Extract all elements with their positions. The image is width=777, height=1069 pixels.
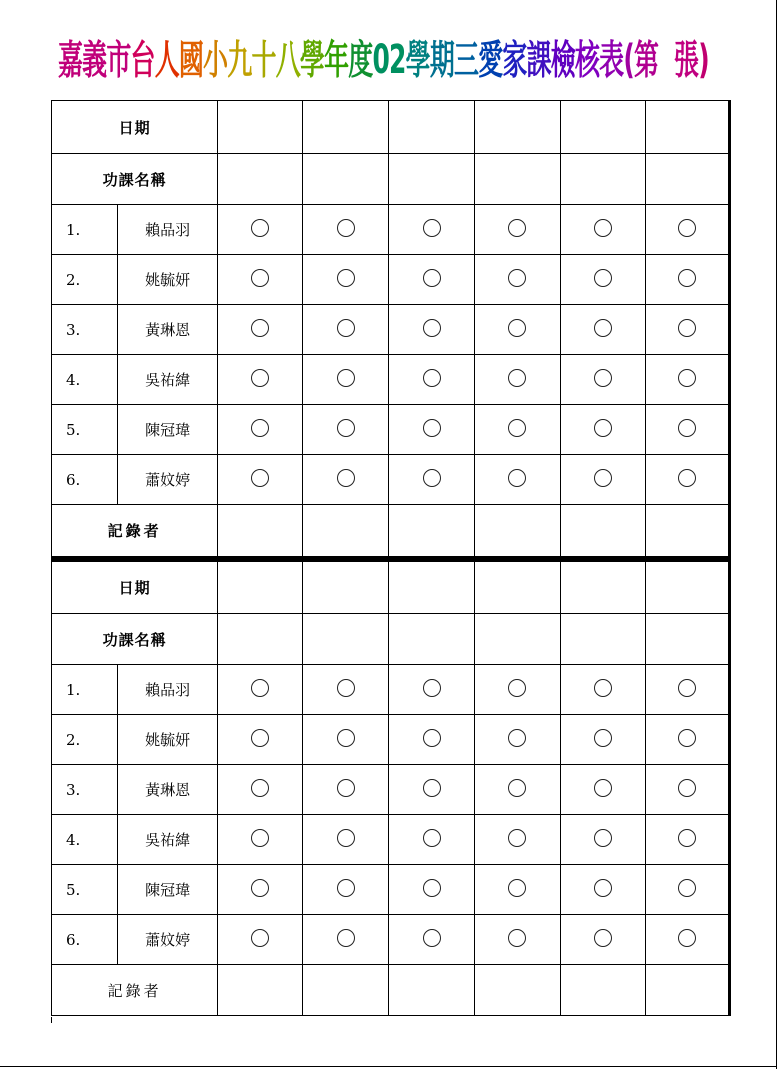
homework-cell: [218, 154, 303, 205]
check-circle-icon[interactable]: [337, 369, 355, 387]
check-circle-icon[interactable]: [508, 219, 526, 237]
check-circle-icon[interactable]: [337, 829, 355, 847]
date-cell: [218, 101, 303, 154]
check-cell[interactable]: [218, 305, 303, 355]
title-segment: 人: [154, 35, 179, 84]
title-segment: 檢: [550, 35, 575, 84]
student-row: [52, 815, 730, 865]
check-circle-icon[interactable]: [678, 779, 696, 797]
check-cell[interactable]: [645, 815, 729, 865]
homework-row: [52, 154, 730, 205]
check-cell[interactable]: [389, 455, 474, 505]
date-cell: [389, 562, 474, 614]
check-circle-icon[interactable]: [423, 679, 441, 697]
check-cell[interactable]: [303, 255, 389, 305]
check-cell[interactable]: [560, 355, 645, 405]
check-circle-icon[interactable]: [508, 419, 526, 437]
title-segment: 台: [130, 35, 155, 84]
check-cell[interactable]: [389, 915, 474, 965]
student-number: 5.: [52, 405, 118, 455]
check-cell[interactable]: [389, 405, 474, 455]
check-cell[interactable]: [474, 205, 560, 255]
title-segment: 小: [203, 35, 228, 84]
homework-label: 功課名稱: [52, 154, 218, 205]
check-cell[interactable]: [560, 255, 645, 305]
check-cell[interactable]: [474, 305, 560, 355]
student-number: 1.: [52, 205, 118, 255]
student-name: 蕭妏婷: [118, 915, 218, 965]
check-circle-icon[interactable]: [251, 369, 269, 387]
check-cell[interactable]: [645, 865, 729, 915]
student-number: 4.: [52, 355, 118, 405]
student-row: [52, 305, 730, 355]
check-circle-icon[interactable]: [251, 829, 269, 847]
check-circle-icon[interactable]: [337, 419, 355, 437]
check-cell[interactable]: [560, 865, 645, 915]
check-circle-icon[interactable]: [594, 829, 612, 847]
check-cell[interactable]: [645, 305, 729, 355]
check-cell[interactable]: [303, 205, 389, 255]
title-segment: 八: [275, 35, 300, 84]
table-left-tail: [51, 1017, 52, 1023]
check-circle-icon[interactable]: [508, 929, 526, 947]
homework-cell: [218, 614, 303, 665]
check-cell[interactable]: [218, 665, 303, 715]
check-circle-icon[interactable]: [678, 879, 696, 897]
check-cell[interactable]: [474, 665, 560, 715]
student-row: [52, 455, 730, 505]
date-cell: [474, 562, 560, 614]
check-circle-icon[interactable]: [678, 679, 696, 697]
title-segment: 02: [372, 35, 406, 83]
student-row: [52, 355, 730, 405]
title-segment: 年: [324, 35, 349, 84]
student-number: 6.: [52, 455, 118, 505]
homework-cell: [389, 154, 474, 205]
check-circle-icon[interactable]: [678, 319, 696, 337]
title-segment: 度: [348, 35, 373, 84]
student-number: 2.: [52, 255, 118, 305]
title-segment: 嘉義市: [58, 35, 131, 84]
homework-cell: [303, 614, 389, 665]
check-cell[interactable]: [389, 765, 474, 815]
homework-cell: [474, 614, 560, 665]
check-cell[interactable]: [474, 405, 560, 455]
check-cell[interactable]: [645, 405, 729, 455]
recorder-cell: [560, 965, 645, 1016]
check-cell[interactable]: [645, 715, 729, 765]
check-cell[interactable]: [389, 815, 474, 865]
recorder-label: 記錄者: [52, 505, 218, 557]
check-circle-icon[interactable]: [423, 319, 441, 337]
check-circle-icon[interactable]: [337, 319, 355, 337]
check-circle-icon[interactable]: [337, 929, 355, 947]
check-circle-icon[interactable]: [251, 419, 269, 437]
recorder-cell: [218, 505, 303, 557]
check-cell[interactable]: [560, 765, 645, 815]
check-circle-icon[interactable]: [423, 419, 441, 437]
check-circle-icon[interactable]: [678, 369, 696, 387]
check-cell[interactable]: [560, 665, 645, 715]
check-circle-icon[interactable]: [251, 469, 269, 487]
check-circle-icon[interactable]: [337, 779, 355, 797]
check-circle-icon[interactable]: [678, 729, 696, 747]
check-circle-icon[interactable]: [508, 879, 526, 897]
homework-cell: [389, 614, 474, 665]
check-circle-icon[interactable]: [594, 929, 612, 947]
student-row: [52, 255, 730, 305]
check-circle-icon[interactable]: [594, 779, 612, 797]
recorder-row: [52, 505, 730, 557]
recorder-cell: [645, 505, 729, 557]
recorder-cell: [474, 965, 560, 1016]
page-bottom-border: [0, 1066, 777, 1067]
student-name: 賴品羽: [118, 665, 218, 715]
check-circle-icon[interactable]: [251, 729, 269, 747]
check-cell[interactable]: [218, 405, 303, 455]
title-segment: 第: [634, 35, 659, 84]
student-row: [52, 715, 730, 765]
check-circle-icon[interactable]: [423, 879, 441, 897]
check-cell[interactable]: [389, 205, 474, 255]
check-circle-icon[interactable]: [251, 679, 269, 697]
check-circle-icon[interactable]: [678, 469, 696, 487]
check-cell[interactable]: [218, 915, 303, 965]
check-circle-icon[interactable]: [508, 679, 526, 697]
date-cell: [389, 101, 474, 154]
recorder-cell: [303, 505, 389, 557]
check-cell[interactable]: [474, 915, 560, 965]
student-name: 蕭妏婷: [118, 455, 218, 505]
check-cell[interactable]: [303, 665, 389, 715]
student-name: 陳冠瑋: [118, 405, 218, 455]
check-cell[interactable]: [645, 455, 729, 505]
checklist-table-upper: [51, 100, 731, 557]
check-cell[interactable]: [389, 305, 474, 355]
title-segment: 課: [526, 35, 551, 84]
check-cell[interactable]: [474, 815, 560, 865]
recorder-row: [52, 965, 730, 1016]
date-label: 日期: [52, 101, 218, 154]
check-circle-icon[interactable]: [423, 369, 441, 387]
homework-cell: [303, 154, 389, 205]
student-row: [52, 205, 730, 255]
check-cell[interactable]: [560, 455, 645, 505]
student-name: 陳冠瑋: [118, 865, 218, 915]
check-circle-icon[interactable]: [337, 469, 355, 487]
title-segment: 家: [502, 35, 527, 84]
recorder-cell: [389, 505, 474, 557]
recorder-cell: [560, 505, 645, 557]
check-cell[interactable]: [560, 815, 645, 865]
date-cell: [474, 101, 560, 154]
check-circle-icon[interactable]: [251, 219, 269, 237]
date-cell: [303, 101, 389, 154]
check-circle-icon[interactable]: [423, 269, 441, 287]
check-cell[interactable]: [560, 715, 645, 765]
check-circle-icon[interactable]: [678, 219, 696, 237]
homework-cell: [645, 154, 729, 205]
check-cell[interactable]: [560, 405, 645, 455]
title-segment: 核: [574, 35, 600, 84]
check-circle-icon[interactable]: [508, 369, 526, 387]
check-cell[interactable]: [218, 865, 303, 915]
check-cell[interactable]: [474, 715, 560, 765]
check-cell[interactable]: [389, 865, 474, 915]
check-circle-icon[interactable]: [594, 219, 612, 237]
check-cell[interactable]: [218, 455, 303, 505]
check-circle-icon[interactable]: [337, 729, 355, 747]
check-cell[interactable]: [303, 765, 389, 815]
date-cell: [645, 562, 729, 614]
check-circle-icon[interactable]: [508, 469, 526, 487]
check-circle-icon[interactable]: [337, 879, 355, 897]
check-circle-icon[interactable]: [594, 469, 612, 487]
student-number: 1.: [52, 665, 118, 715]
check-cell[interactable]: [645, 255, 729, 305]
check-circle-icon[interactable]: [594, 729, 612, 747]
title-segment: 國: [178, 35, 204, 84]
check-circle-icon[interactable]: [678, 419, 696, 437]
date-cell: [560, 562, 645, 614]
check-circle-icon[interactable]: [508, 319, 526, 337]
check-cell[interactable]: [218, 815, 303, 865]
title-segment: 愛: [478, 35, 503, 84]
student-row: [52, 765, 730, 815]
student-row: [52, 405, 730, 455]
student-number: 4.: [52, 815, 118, 865]
check-circle-icon[interactable]: [251, 319, 269, 337]
recorder-cell: [389, 965, 474, 1016]
check-cell[interactable]: [218, 355, 303, 405]
title-segment: 學: [299, 35, 325, 84]
check-circle-icon[interactable]: [678, 929, 696, 947]
check-cell[interactable]: [218, 255, 303, 305]
check-circle-icon[interactable]: [423, 829, 441, 847]
recorder-cell: [303, 965, 389, 1016]
check-cell[interactable]: [303, 915, 389, 965]
check-cell[interactable]: [560, 915, 645, 965]
check-cell[interactable]: [303, 715, 389, 765]
date-cell: [303, 562, 389, 614]
date-cell: [560, 101, 645, 154]
check-cell[interactable]: [389, 255, 474, 305]
title-segment: 三: [454, 35, 479, 84]
student-number: 3.: [52, 765, 118, 815]
check-cell[interactable]: [218, 715, 303, 765]
check-circle-icon[interactable]: [251, 779, 269, 797]
student-name: 黃琳恩: [118, 765, 218, 815]
check-cell[interactable]: [303, 815, 389, 865]
check-circle-icon[interactable]: [594, 319, 612, 337]
title-segment: (: [623, 35, 635, 83]
student-row: [52, 865, 730, 915]
check-cell[interactable]: [560, 205, 645, 255]
title-segment: 十: [251, 35, 276, 84]
check-circle-icon[interactable]: [251, 879, 269, 897]
check-circle-icon[interactable]: [337, 679, 355, 697]
date-label: 日期: [52, 562, 218, 614]
check-circle-icon[interactable]: [423, 929, 441, 947]
check-cell[interactable]: [218, 765, 303, 815]
check-cell[interactable]: [645, 665, 729, 715]
check-circle-icon[interactable]: [594, 369, 612, 387]
student-row: [52, 915, 730, 965]
date-row: [52, 562, 730, 614]
title-segment: 期: [429, 35, 455, 84]
check-cell[interactable]: [389, 355, 474, 405]
title-segment: ): [698, 35, 709, 83]
title-segment: 張: [674, 35, 699, 84]
student-name: 姚毓妍: [118, 715, 218, 765]
check-cell[interactable]: [474, 255, 560, 305]
title-segment: 九: [227, 35, 252, 84]
check-circle-icon[interactable]: [423, 469, 441, 487]
check-circle-icon[interactable]: [423, 729, 441, 747]
student-name: 姚毓妍: [118, 255, 218, 305]
student-number: 3.: [52, 305, 118, 355]
check-cell[interactable]: [303, 405, 389, 455]
recorder-label: 記錄者: [52, 965, 218, 1016]
check-circle-icon[interactable]: [337, 269, 355, 287]
check-circle-icon[interactable]: [594, 679, 612, 697]
date-cell: [218, 562, 303, 614]
check-cell[interactable]: [645, 765, 729, 815]
check-circle-icon[interactable]: [508, 779, 526, 797]
student-name: 黃琳恩: [118, 305, 218, 355]
document-title: [58, 34, 709, 96]
student-name: 吳祐緯: [118, 355, 218, 405]
check-cell[interactable]: [474, 355, 560, 405]
check-cell[interactable]: [645, 205, 729, 255]
check-circle-icon[interactable]: [508, 729, 526, 747]
check-circle-icon[interactable]: [423, 779, 441, 797]
recorder-cell: [474, 505, 560, 557]
check-cell[interactable]: [303, 305, 389, 355]
date-cell: [645, 101, 729, 154]
student-row: [52, 665, 730, 715]
student-number: 2.: [52, 715, 118, 765]
student-number: 5.: [52, 865, 118, 915]
title-segment: 表: [599, 35, 624, 84]
title-segment: 學: [405, 35, 430, 84]
check-cell[interactable]: [560, 305, 645, 355]
student-name: 吳祐緯: [118, 815, 218, 865]
check-circle-icon[interactable]: [594, 419, 612, 437]
check-circle-icon[interactable]: [508, 269, 526, 287]
student-name: 賴品羽: [118, 205, 218, 255]
homework-row: [52, 614, 730, 665]
check-circle-icon[interactable]: [337, 219, 355, 237]
check-cell[interactable]: [303, 865, 389, 915]
check-cell[interactable]: [474, 455, 560, 505]
check-cell[interactable]: [474, 765, 560, 815]
date-row: [52, 101, 730, 154]
check-circle-icon[interactable]: [251, 929, 269, 947]
check-cell[interactable]: [303, 355, 389, 405]
recorder-cell: [645, 965, 729, 1016]
check-circle-icon[interactable]: [251, 269, 269, 287]
homework-cell: [645, 614, 729, 665]
check-circle-icon[interactable]: [423, 219, 441, 237]
check-circle-icon[interactable]: [594, 269, 612, 287]
check-circle-icon[interactable]: [678, 269, 696, 287]
check-cell[interactable]: [645, 355, 729, 405]
title-segment: [658, 35, 674, 83]
check-cell[interactable]: [303, 455, 389, 505]
check-cell[interactable]: [389, 715, 474, 765]
homework-cell: [560, 614, 645, 665]
check-cell[interactable]: [218, 205, 303, 255]
check-cell[interactable]: [645, 915, 729, 965]
homework-cell: [474, 154, 560, 205]
check-circle-icon[interactable]: [594, 879, 612, 897]
student-number: 6.: [52, 915, 118, 965]
check-circle-icon[interactable]: [508, 829, 526, 847]
recorder-cell: [218, 965, 303, 1016]
check-cell[interactable]: [389, 665, 474, 715]
check-circle-icon[interactable]: [678, 829, 696, 847]
checklist-table-lower: [51, 561, 731, 1016]
homework-cell: [560, 154, 645, 205]
check-cell[interactable]: [474, 865, 560, 915]
homework-label: 功課名稱: [52, 614, 218, 665]
